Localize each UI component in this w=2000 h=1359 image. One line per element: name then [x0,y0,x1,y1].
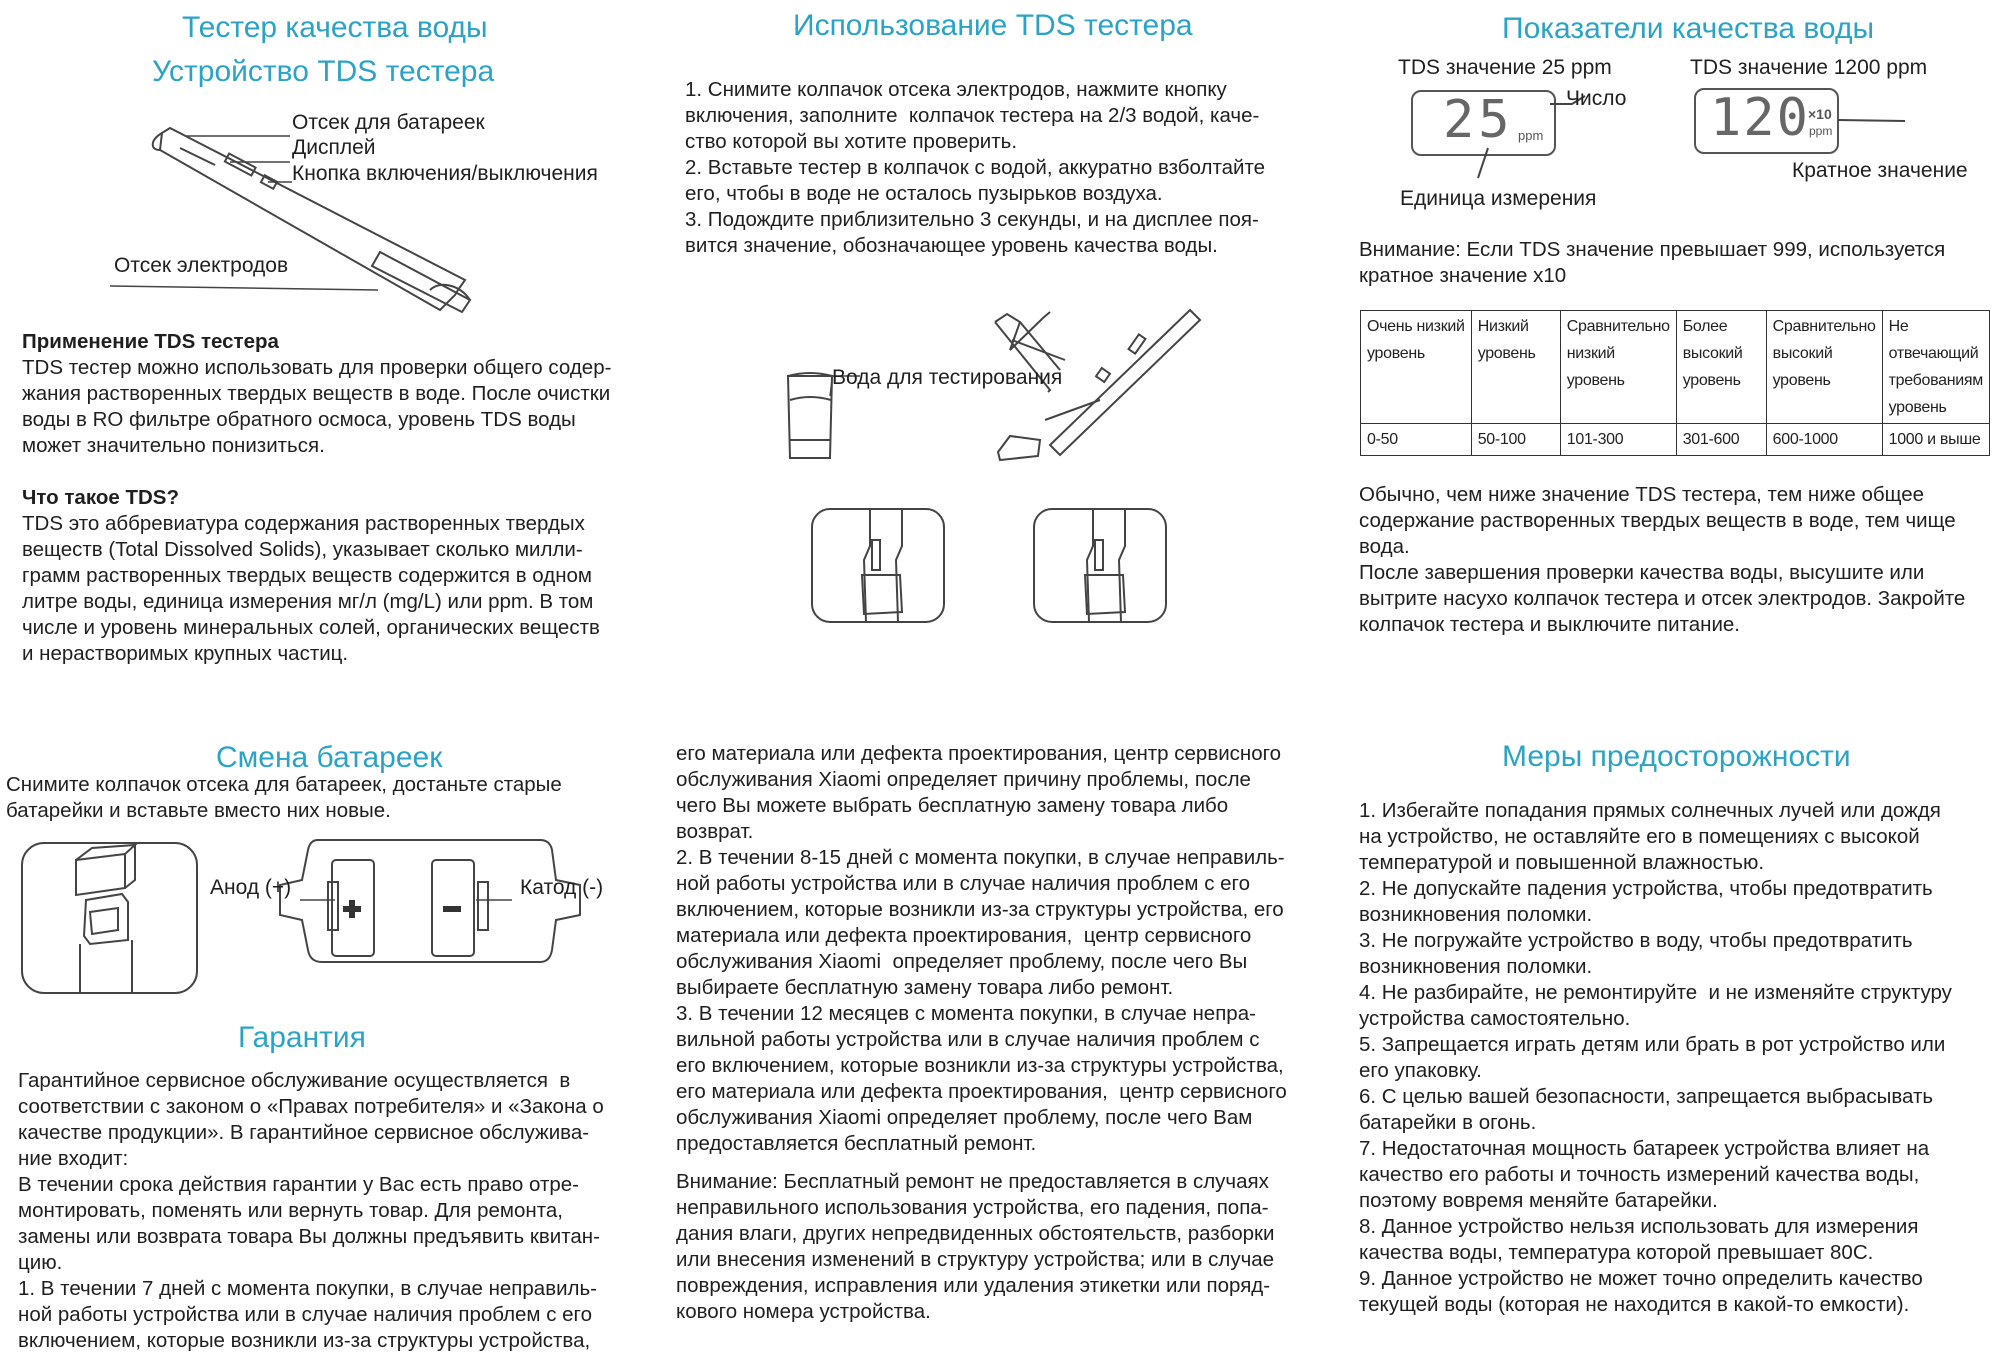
table-header-cell: Очень низкий уровень [1361,311,1472,424]
table-header-row [1361,311,1990,424]
battery-text: Снимите колпачок отсека для батареек, достаньте старые батарейки и вставьте вместо них новые. [6,773,562,822]
quality-attention: Внимание: Если TDS значение превышает 999, используется кратное значение x10 [1359,238,1946,287]
table-cell: 600-1000 [1766,424,1882,456]
table-header-cell: Сравнительно высокий уровень [1766,311,1882,424]
table-header-cell: Низкий уровень [1471,311,1560,424]
what-is-tds-text: TDS это аббревиатура содержания растворенных твердых веществ (Total Dissolved Solids), указывает сколько милли- грамм растворенных твердых веществ содержится в одном литре воды, единица измерения мг/л (mg/L) или ppm. В том числе и уровень минеральных солей, органических веществ и нерастворимых крупных частиц. [22,512,600,665]
what-is-tds-heading: Что такое TDS? [22,486,179,509]
page-title: Тестер качества воды [182,11,488,44]
device-section-title: Устройство TDS тестера [152,55,495,88]
table-row [1361,424,1990,456]
usage-heading: Применение TDS тестера [22,330,279,353]
display-25-value: 25 [1443,90,1514,150]
tds-1200-label: TDS значение 1200 ppm [1690,56,1928,79]
unit-label: Единица измерения [1400,187,1597,210]
after-test-text: Обычно, чем ниже значение TDS тестера, тем ниже общее содержание растворенных твердых веществ в воде, тем чище вода. После завершения проверки качества воды, высушите или вытрите насухо колпачок тестера и отсек электродов. Закройте колпачок тестера и выключите питание. [1359,483,1966,636]
table-cell: 101-300 [1560,424,1676,456]
water-label: Вода для тестирования [832,366,1063,389]
table-cell: 301-600 [1676,424,1766,456]
tds-25-label: TDS значение 25 ppm [1398,56,1612,79]
warranty-section-title: Гарантия [238,1021,366,1054]
display-120-value: 120 [1710,88,1810,148]
warranty-text: Гарантийное сервисное обслуживание осуществляется в соответствии с законом о «Правах потребителя» и «Закона о качестве продукции». В гарантийное сервисное обслужива- ние входит: В течении срока действия гарантии у Вас есть право отре- монтировать, поменять или вернуть товар. Для ремонта, замены или возврата товара Вы должны предъявить квитан- цию. 1. В течении 7 дней с момента покупки, в случае неправиль- ной работы устройства или в случае наличия проблем с его включением, которые возникли из-за структуры устройства, [18,1069,604,1352]
tds-levels-table [1360,310,1990,456]
label-electrode-compartment: Отсек электродов [114,254,289,277]
label-battery-compartment: Отсек для батареек [292,111,485,134]
label-display: Дисплей [292,136,376,159]
battery-section-title: Смена батареек [216,741,443,774]
usage-section-title: Использование TDS тестера [793,9,1193,42]
anode-label: Анод (+) [210,876,292,899]
table-header-cell: Не отвечающий требованиям уровень [1882,311,1989,424]
usage-text: TDS тестер можно использовать для проверки общего содер- жания растворенных твердых веществ в воде. После очистки воды в RO фильтре обратного осмоса, уровень TDS воды может значительно понизиться. [22,356,612,457]
table-header-cell: Более высокий уровень [1676,311,1766,424]
display-120-unit: ppm [1809,124,1833,138]
table-header-cell: Сравнительно низкий уровень [1560,311,1676,424]
display-25-unit: ppm [1518,128,1544,143]
number-label: Число [1566,87,1627,110]
table-cell: 1000 и выше [1882,424,1989,456]
quality-section-title: Показатели качества воды [1502,12,1875,45]
warranty-continued: его материала или дефекта проектирования, центр сервисного обслуживания Xiaomi определяет причину проблемы, после чего Вы можете выбрать бесплатную замену товара либо возврат. 2. В течении 8-15 дней с момента покупки, в случае неправиль- ной работы устройства или в случае наличия проблем с его включением, которые возникли из-за структуры устройства, его материала или дефекта проектирования, центр сервисного обслуживания Xiaomi определяет проблему, после чего Вы выбираете бесплатную замену товара либо ремонт. 3. В течении 12 месяцев с момента покупки, в случае непра- вильной работы устройства или в случае наличия проблем с его включением, которые возникли из-за структуры устройства, его материала или дефекта проектирования, центр сервисного обслуживания Xiaomi определяет проблему, после чего Вам предоставляется бесплатный ремонт. [676,742,1287,1155]
precautions-section-title: Меры предосторожности [1502,740,1851,773]
display-120-multiplier: ×10 [1808,106,1832,122]
precautions-list: 1. Избегайте попадания прямых солнечных лучей или дождя на устройство, не оставляйте его в помещениях с высокой температурой и повышенной влажностью. 2. Не допускайте падения устройства, чтобы предотвратить возникновения поломки. 3. Не погружайте устройство в воду, чтобы предотвратить возникновения поломки. 4. Не разбирайте, не ремонтируйте и не изменяйте структуру устройства самостоятельно. 5. Запрещается играть детям или брать в рот устройство или его упаковку. 6. С целью вашей безопасности, запрещается выбрасывать батарейки в огонь. 7. Недостаточная мощность батареек устройства влияет на качество его работы и точность измерений качества воды, поэтому вовремя меняйте батарейки. 8. Данное устройство нельзя использовать для измерения качества воды, температура которой превышает 80С. 9. Данное устройство не может точно определить качество текущей воды (которая не находится в какой-то емкости). [1359,799,1952,1316]
warranty-attention: Внимание: Бесплатный ремонт не предоставляется в случаях неправильного использования устройства, его падения, попа- дания влаги, других непредвиденных обстоятельств, разборки или внесения изменений в структуру устройства; или в случае повреждения, исправления или удаления этикетки или поряд- кового номера устройства. [676,1170,1275,1323]
label-power-button: Кнопка включения/выключения [292,162,598,185]
display-leaders [0,0,2000,200]
table-cell: 0-50 [1361,424,1472,456]
multiple-label: Кратное значение [1792,159,1968,182]
cathode-label: Катод (-) [520,876,604,899]
table-cell: 50-100 [1471,424,1560,456]
usage-steps: 1. Снимите колпачок отсека электродов, нажмите кнопку включения, заполните колпачок тестера на 2/3 водой, каче- ство которой вы хотите проверить. 2. Вставьте тестер в колпачок с водой, аккуратно взболтайте его, чтобы в воде не осталось пузырьков воздуха. 3. Подождите приблизительно 3 секунды, и на дисплее поя- вится значение, обозначающее уровень качества воды. [685,78,1266,257]
